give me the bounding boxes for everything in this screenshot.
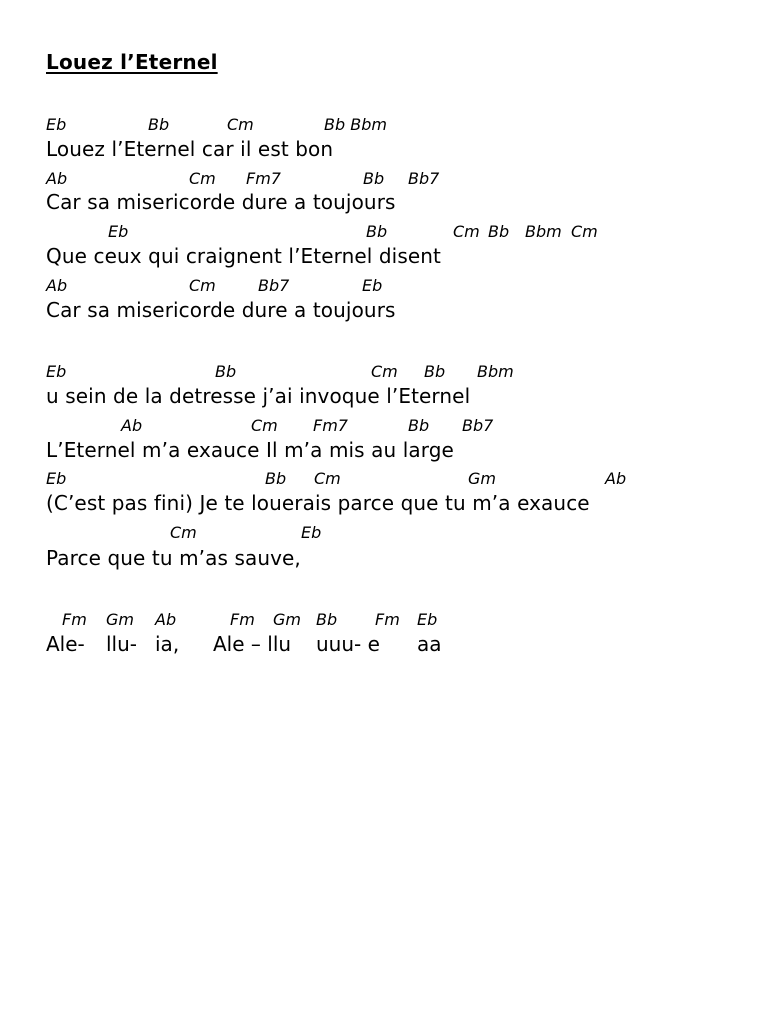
- chord: Ab: [605, 469, 627, 488]
- chord: Bb: [408, 416, 430, 435]
- lyric-syllable: llu-: [106, 632, 138, 656]
- lyric-line: Louez l’Eternel car il est bon: [46, 137, 334, 161]
- chord: Cm: [170, 523, 197, 542]
- lyric-syllable: aa: [417, 632, 442, 656]
- chord: Cm: [453, 222, 480, 241]
- song-title: Louez l’Eternel: [46, 50, 218, 74]
- lyric-syllable: Ale-: [46, 632, 85, 656]
- chord: Ab: [121, 416, 143, 435]
- lyric-line: u sein de la detresse j’ai invoque l’Eternel: [46, 384, 471, 408]
- chord: Eb: [108, 222, 129, 241]
- chord: Bb7: [462, 416, 494, 435]
- lyric-syllable: uuu- e: [316, 632, 380, 656]
- chord: Fm7: [246, 169, 281, 188]
- chord: Cm: [371, 362, 398, 381]
- lyric-line: L’Eternel m’a exauce Il m’a mis au large: [46, 438, 454, 462]
- chord: Bb7: [408, 169, 440, 188]
- chord: Fm: [230, 610, 255, 629]
- lyric-line: Parce que tu m’as sauve,: [46, 546, 301, 570]
- chord: Gm: [273, 610, 301, 629]
- chord: Bb: [316, 610, 338, 629]
- lyric-line: (C’est pas fini) Je te louerais parce que tu m’a exauce: [46, 491, 590, 515]
- chord: Bb: [148, 115, 170, 134]
- chord: Ab: [46, 169, 68, 188]
- lyric-line: Que ceux qui craignent l’Eternel disent: [46, 244, 441, 268]
- chord: Ab: [155, 610, 177, 629]
- chord: Fm: [375, 610, 400, 629]
- chord: Eb: [46, 115, 67, 134]
- chord: Ab: [46, 276, 68, 295]
- lyric-line: Car sa misericorde dure a toujours: [46, 190, 396, 214]
- chord: Bb: [265, 469, 287, 488]
- lyric-syllable: Ale – llu: [213, 632, 292, 656]
- chord: Bb: [366, 222, 388, 241]
- chord: Bb: [215, 362, 237, 381]
- chord: Bbm: [525, 222, 562, 241]
- chord: Eb: [46, 469, 67, 488]
- chord: Fm: [62, 610, 87, 629]
- chord: Bbm: [477, 362, 514, 381]
- lyric-line: Car sa misericorde dure a toujours: [46, 298, 396, 322]
- chord: Bb7: [258, 276, 290, 295]
- chord: Bb Bbm: [324, 115, 387, 134]
- chord: Cm: [227, 115, 254, 134]
- chord: Eb: [362, 276, 383, 295]
- chord: Eb: [417, 610, 438, 629]
- chord: Cm: [189, 169, 216, 188]
- chord: Gm: [468, 469, 496, 488]
- chord: Eb: [46, 362, 67, 381]
- chord: Bb: [363, 169, 385, 188]
- chord: Eb: [301, 523, 322, 542]
- chord: Bb: [488, 222, 510, 241]
- chord: Cm: [571, 222, 598, 241]
- chord: Cm: [314, 469, 341, 488]
- lyric-syllable: ia,: [155, 632, 180, 656]
- chord: Gm: [106, 610, 134, 629]
- chord: Bb: [424, 362, 446, 381]
- chord: Cm: [189, 276, 216, 295]
- chord: Cm: [251, 416, 278, 435]
- chord: Fm7: [313, 416, 348, 435]
